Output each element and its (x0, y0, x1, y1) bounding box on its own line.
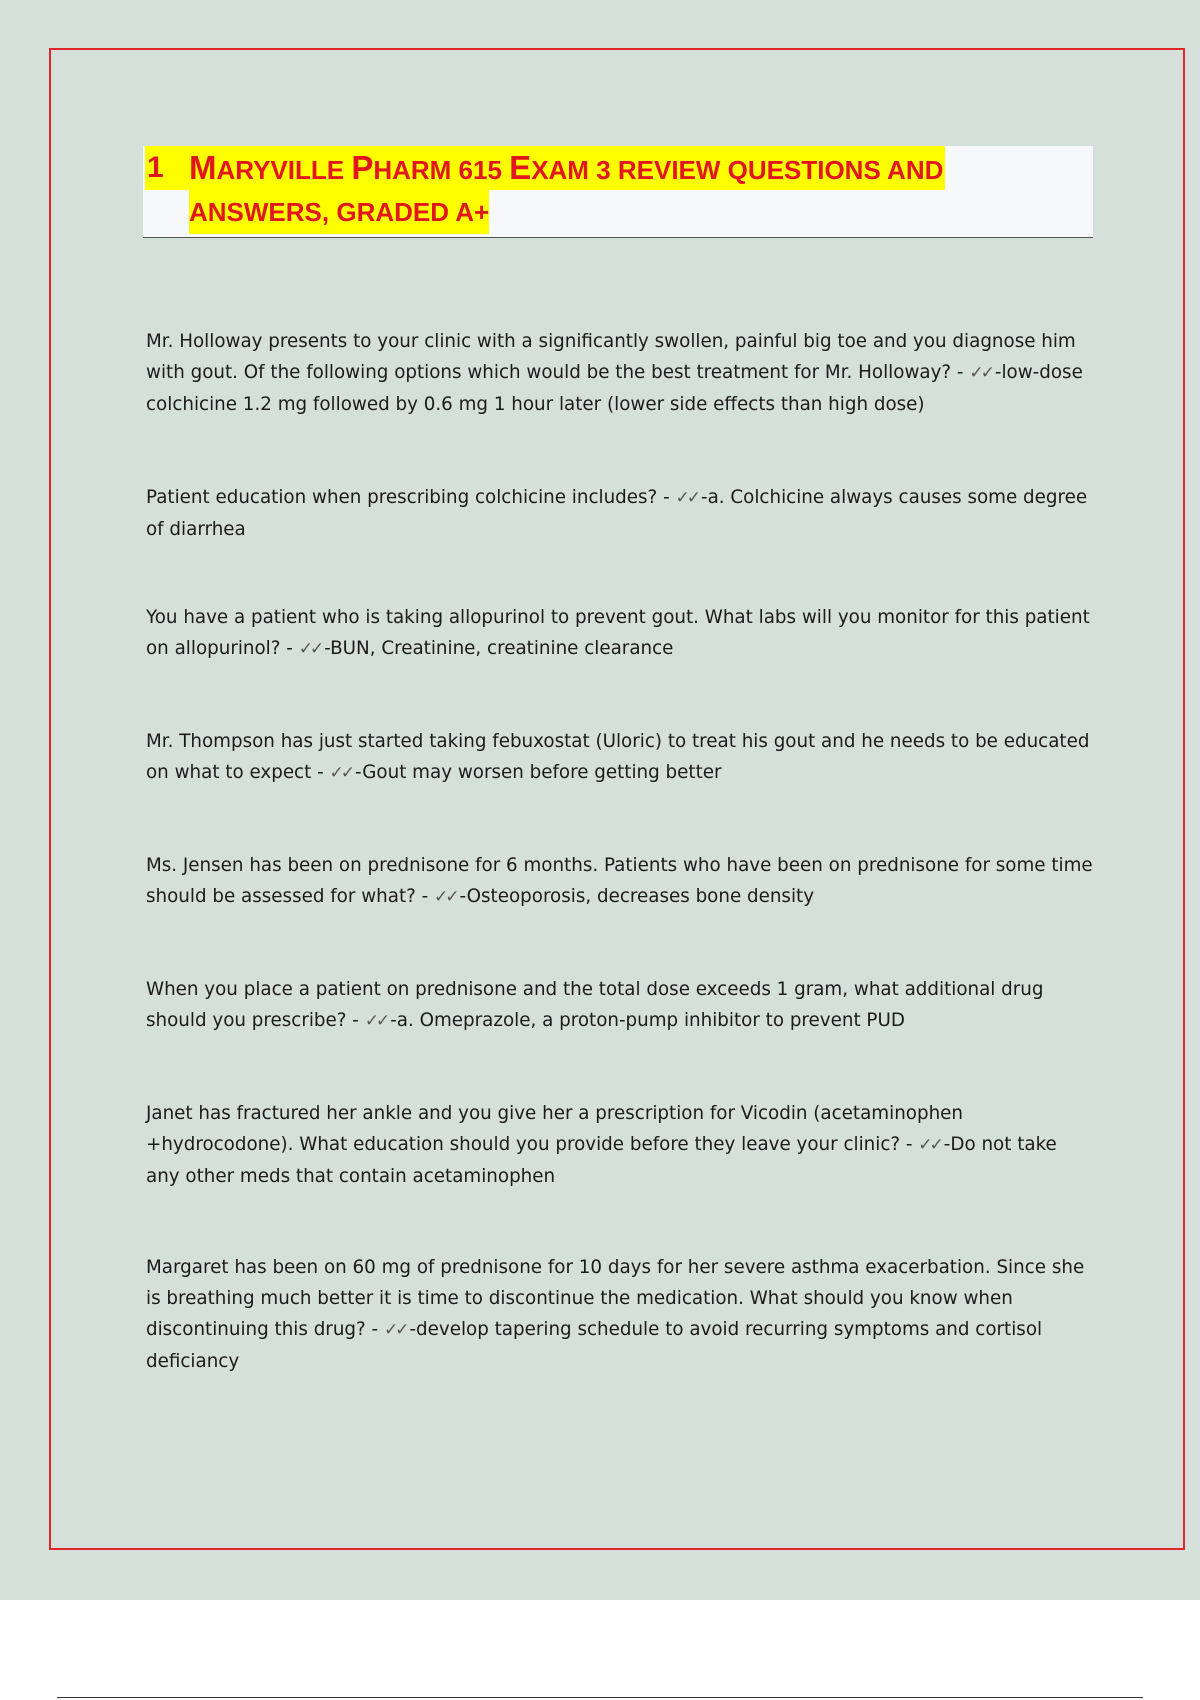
answer-text: -a. Omeprazole, a proton-pump inhibitor to prevent PUD (390, 1010, 905, 1031)
double-check-icon: ✓✓ (329, 763, 352, 783)
heading-title-line-1 (189, 146, 945, 190)
footer-divider (57, 1697, 1143, 1698)
question-text: Mr. Holloway presents to your clinic with a significantly swollen, painful big toe and you diagnose him with gout. Of the following options which would be the best treatment for Mr. Holloway? - (146, 331, 1076, 383)
heading-title-part: ARYVILLE (216, 155, 352, 185)
answer-text: -BUN, Creatinine, creatinine clearance (324, 638, 674, 659)
question-text: Ms. Jensen has been on prednisone for 6 months. Patients who have been on prednisone for some time should be assessed for what? - (146, 855, 1093, 907)
double-check-icon: ✓✓ (383, 1320, 407, 1340)
heading-title-part: M (189, 149, 217, 186)
heading-title-line-2 (189, 190, 489, 234)
answer-text: -Gout may worsen before getting better (355, 762, 722, 783)
double-check-icon: ✓✓ (364, 1011, 388, 1031)
answer-text: -develop tapering schedule to avoid recurring symptoms and cortisol deficiancy (146, 1319, 1043, 1372)
qa-item (146, 482, 1096, 545)
double-check-icon: ✓✓ (969, 363, 992, 383)
double-check-icon: ✓✓ (675, 488, 698, 508)
qa-item (146, 1098, 1096, 1192)
document-heading (143, 146, 1093, 238)
answer-text: -a. Colchicine always causes some degree of diarrhea (146, 487, 1088, 540)
double-check-icon: ✓✓ (434, 887, 457, 907)
question-text: Patient education when prescribing colchicine includes? - (146, 487, 676, 508)
double-check-icon: ✓✓ (918, 1135, 941, 1155)
qa-item (146, 1252, 1096, 1377)
answer-text: -Osteoporosis, decreases bone density (459, 886, 815, 907)
heading-title-line-2-text: ANSWERS, GRADED A+ (189, 197, 490, 227)
qa-item (146, 326, 1096, 420)
qa-item (146, 974, 1096, 1037)
double-check-icon: ✓✓ (298, 639, 322, 659)
heading-title-part: P (351, 149, 374, 186)
heading-title-part: HARM 615 (373, 155, 510, 185)
answer-text: -Do not take any other meds that contain acetaminophen (146, 1134, 1057, 1187)
question-text: Janet has fractured her ankle and you give her a prescription for Vicodin (acetaminophen +hydrocodone). What education should you provide before they leave your clinic? - (146, 1103, 963, 1155)
answer-text: -low-dose colchicine 1.2 mg followed by 0.6 mg 1 hour later (lower side effects than high dose) (146, 362, 1083, 415)
qa-item (146, 726, 1096, 789)
qa-item (146, 850, 1096, 913)
question-text: Mr. Thompson has just started taking febuxostat (Uloric) to treat his gout and he needs to be educated on what to expect - (146, 731, 1090, 783)
question-text: Margaret has been on 60 mg of prednisone for 10 days for her severe asthma exacerbation. Since she is breathing much better it is time to discontinue the medication. What should you know when discontinuing this drug? - (146, 1257, 1085, 1340)
heading-title-part: XAM 3 REVIEW QUESTIONS AND (531, 155, 944, 185)
heading-title-part: E (509, 149, 532, 186)
question-text: When you place a patient on prednisone and the total dose exceeds 1 gram, what additional drug should you prescribe? - (146, 979, 1044, 1031)
question-text: You have a patient who is taking allopurinol to prevent gout. What labs will you monitor for this patient on allopurinol? - (146, 607, 1090, 659)
qa-item (146, 602, 1096, 665)
heading-number: 1 (145, 146, 195, 190)
